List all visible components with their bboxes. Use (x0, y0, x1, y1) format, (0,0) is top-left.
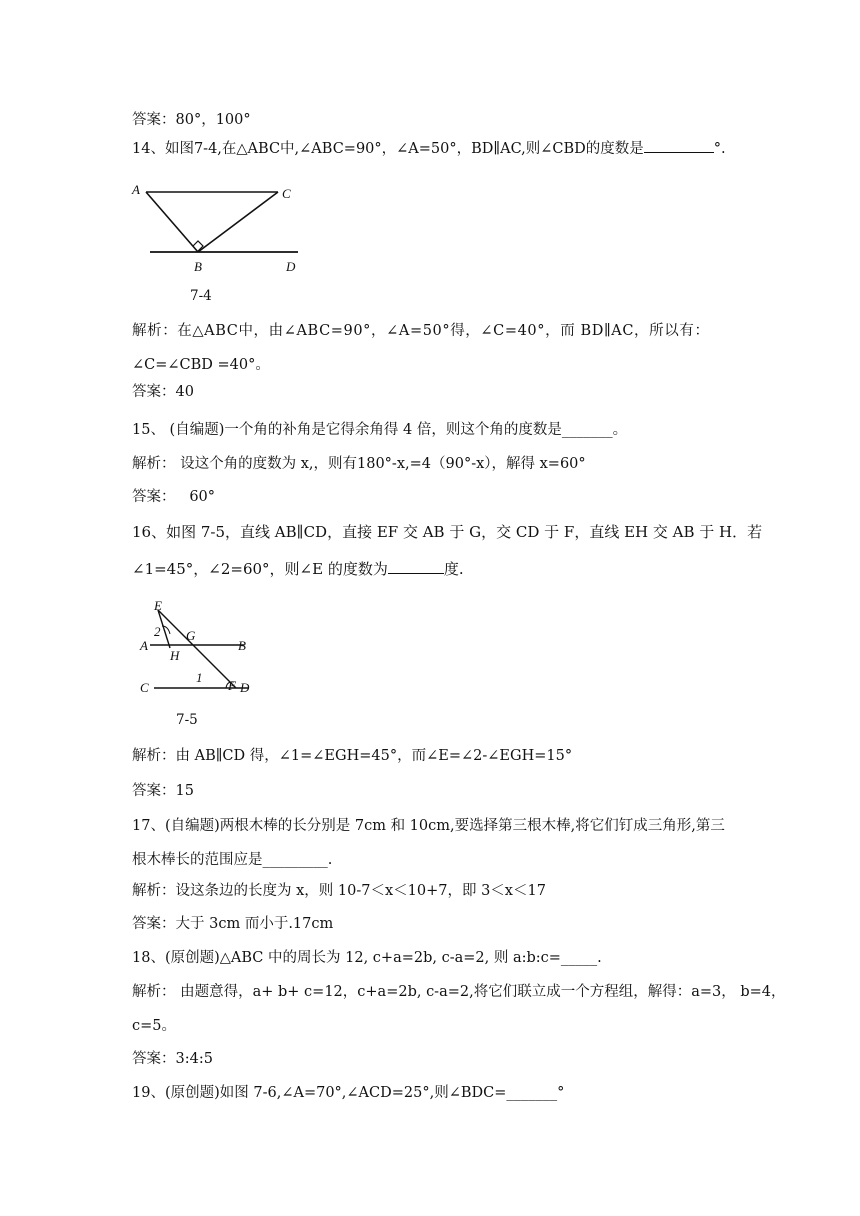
question-19: 19、(原创题)如图 7-6,∠A=70°,∠ACD=25°,则∠BDC=_______° (132, 1085, 565, 1101)
label-h: H (170, 648, 180, 663)
answer-blank (388, 558, 444, 574)
label-c: C (282, 186, 291, 201)
analysis-18: 解析： 由题意得，a+ b+ c=12，c+a=2b, c-a=2,将它们联立成一个方程组，解得：a=3， b=4， (132, 984, 786, 1000)
question-18: 18、(原创题)△ABC 中的周长为 12, c+a=2b, c-a=2, 则 a:b:c=_____. (132, 950, 602, 966)
question-16-tail: 度. (443, 560, 464, 578)
label-b: B (238, 638, 246, 653)
label-c: C (140, 680, 149, 695)
question-15: 15、 (自编题)一个角的补角是它得余角得 4 倍，则这个角的度数是_______。 (132, 422, 628, 438)
label-e: E (154, 598, 162, 613)
figure-7-5-caption: 7-5 (176, 712, 198, 728)
label-a: A (132, 182, 140, 197)
line-cb (198, 192, 278, 252)
question-14 (132, 137, 726, 159)
question-17: 17、(自编题)两根木棒的长分别是 7cm 和 10cm,要选择第三根木棒,将它们钉成三角形,第三 (132, 818, 725, 834)
label-d: D (286, 259, 296, 274)
label-1: 1 (196, 670, 203, 685)
answer-blank (644, 137, 714, 153)
label-b: B (194, 259, 202, 274)
figure-7-4-caption: 7-4 (190, 288, 212, 304)
figure-7-5 (136, 598, 260, 696)
question-14-text: 14、如图7-4,在△ABC中,∠ABC=90°，∠A=50°，BD∥AC,则∠CBD的度数是 (132, 141, 644, 157)
label-f: F (228, 678, 236, 693)
question-17-cont: 根木棒长的范围应是_________. (132, 852, 333, 868)
label-a: A (140, 638, 148, 653)
question-16-cont (132, 558, 464, 579)
label-d: D (240, 680, 250, 695)
analysis-14: 解析：在△ABC中，由∠ABC=90°，∠A=50°得，∠C=40°，而 BD∥AC，所以有： (132, 323, 710, 339)
question-16: 16、如图 7-5，直线 AB∥CD，直接 EF 交 AB 于 G，交 CD 于 F，直线 EH 交 AB 于 H．若 (132, 523, 763, 541)
answer-13: 答案：80°，100° (132, 112, 251, 128)
analysis-17: 解析：设这条边的长度为 x，则 10-7＜x＜10+7，即 3＜x＜17 (132, 883, 546, 899)
analysis-15: 解析： 设这个角的度数为 x,，则有180°-x,=4（90°-x），解得 x=60° (132, 456, 586, 472)
answer-18: 答案：3:4:5 (132, 1051, 213, 1067)
line-ab (146, 192, 198, 252)
answer-16: 答案：15 (132, 783, 194, 799)
question-16-text: ∠1=45°，∠2=60°，则∠E 的度数为 (132, 560, 388, 578)
analysis-16: 解析：由 AB∥CD 得，∠1=∠EGH=45°，而∠E=∠2-∠EGH=15° (132, 748, 573, 764)
figure-7-4 (130, 180, 310, 275)
question-14-tail: °. (713, 141, 726, 157)
label-2: 2 (154, 624, 161, 639)
answer-17: 答案：大于 3cm 而小于.17cm (132, 916, 334, 932)
answer-14: 答案：40 (132, 384, 194, 400)
answer-15: 答案： 60° (132, 489, 216, 505)
analysis-14-cont: ∠C=∠CBD =40°。 (132, 357, 270, 373)
analysis-18-cont: c=5。 (132, 1018, 176, 1034)
label-g: G (186, 628, 196, 643)
